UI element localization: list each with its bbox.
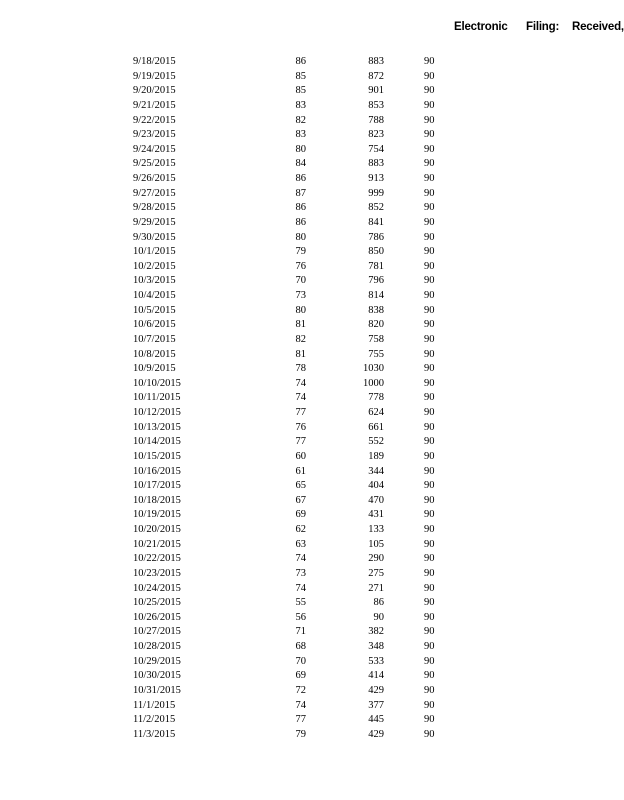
- value-a-cell: 86: [295, 56, 306, 67]
- date-cell: 10/4/2015: [133, 290, 176, 301]
- date-cell: 9/26/2015: [133, 173, 176, 184]
- table-row: [0, 567, 618, 582]
- value-a-cell: 76: [295, 260, 306, 272]
- value-a-cell: 55: [295, 597, 306, 609]
- value-b-cell: 913: [368, 173, 384, 184]
- value-b-cell: 778: [368, 392, 384, 404]
- value-c-cell: 90: [424, 304, 435, 316]
- value-b-cell: 377: [368, 699, 384, 711]
- value-a-cell: 60: [295, 450, 306, 462]
- table-row: [0, 304, 618, 319]
- date-cell: 9/24/2015: [133, 143, 176, 155]
- value-a-cell: 78: [295, 363, 306, 375]
- value-a-cell: 70: [295, 655, 306, 667]
- value-c-cell: 90: [424, 421, 435, 433]
- value-a-cell: 82: [295, 114, 306, 126]
- table-row: [0, 421, 618, 436]
- value-c-cell: 90: [424, 494, 435, 506]
- value-c-cell: 90: [424, 158, 435, 170]
- value-b-cell: 999: [368, 187, 384, 199]
- value-b-cell: 755: [368, 348, 384, 360]
- date-cell: 10/11/2015: [133, 392, 181, 404]
- date-cell: 10/18/2015: [133, 494, 181, 506]
- table-row: [0, 391, 618, 406]
- table-row: [0, 494, 618, 509]
- table-row: [0, 260, 618, 275]
- date-cell: 10/31/2015: [133, 684, 181, 696]
- table-row: [0, 538, 618, 553]
- date-cell: 10/3/2015: [133, 275, 176, 287]
- date-cell: 10/6/2015: [133, 319, 176, 331]
- date-cell: 10/1/2015: [133, 246, 176, 258]
- value-a-cell: 56: [295, 611, 306, 623]
- value-b-cell: 552: [368, 436, 384, 448]
- value-c-cell: 90: [424, 187, 435, 199]
- value-a-cell: 74: [295, 582, 306, 594]
- table-row: [0, 596, 618, 611]
- date-cell: 9/23/2015: [133, 129, 176, 141]
- value-a-cell: 74: [295, 699, 306, 711]
- table-row: [0, 640, 618, 655]
- value-a-cell: 83: [295, 99, 306, 111]
- value-c-cell: 90: [424, 611, 435, 623]
- value-c-cell: 90: [424, 319, 435, 331]
- table-row: [0, 245, 618, 260]
- value-c-cell: 90: [424, 582, 435, 594]
- table-row: [0, 435, 618, 450]
- value-b-cell: 470: [368, 494, 384, 506]
- value-b-cell: 445: [368, 714, 384, 726]
- value-b-cell: 429: [368, 728, 384, 740]
- date-cell: 10/8/2015: [133, 348, 176, 360]
- value-a-cell: 83: [295, 129, 306, 141]
- value-b-cell: 344: [368, 465, 384, 477]
- value-b-cell: 841: [368, 216, 384, 228]
- value-b-cell: 624: [368, 407, 384, 418]
- table-row: [0, 201, 618, 216]
- value-a-cell: 65: [295, 480, 306, 492]
- table-row: [0, 699, 618, 714]
- value-b-cell: 850: [368, 246, 384, 258]
- date-cell: 10/22/2015: [133, 553, 181, 565]
- date-cell: 10/26/2015: [133, 611, 181, 623]
- table-row: [0, 157, 618, 172]
- value-c-cell: 90: [424, 216, 435, 228]
- value-c-cell: 90: [424, 173, 435, 184]
- date-cell: 9/25/2015: [133, 158, 176, 170]
- table-row: [0, 231, 618, 246]
- value-b-cell: 823: [368, 129, 384, 141]
- value-b-cell: 290: [368, 553, 384, 565]
- value-c-cell: 90: [424, 363, 435, 375]
- date-cell: 11/3/2015: [133, 728, 176, 740]
- date-cell: 9/28/2015: [133, 202, 176, 214]
- table-row: [0, 172, 618, 187]
- value-c-cell: 90: [424, 129, 435, 141]
- value-b-cell: 533: [368, 655, 384, 667]
- table-row: [0, 289, 618, 304]
- value-c-cell: 90: [424, 231, 435, 243]
- value-c-cell: 90: [424, 450, 435, 462]
- value-c-cell: 90: [424, 480, 435, 492]
- value-a-cell: 67: [295, 494, 306, 506]
- date-cell: 9/21/2015: [133, 99, 176, 111]
- value-c-cell: 90: [424, 260, 435, 272]
- date-cell: 9/22/2015: [133, 114, 176, 126]
- table-row: [0, 70, 618, 85]
- value-c-cell: 90: [424, 85, 435, 97]
- date-cell: 10/15/2015: [133, 450, 181, 462]
- table-row: [0, 55, 618, 70]
- date-cell: 10/9/2015: [133, 363, 176, 375]
- value-b-cell: 786: [368, 231, 384, 243]
- value-a-cell: 73: [295, 567, 306, 579]
- date-cell: 10/29/2015: [133, 655, 181, 667]
- date-cell: 10/30/2015: [133, 670, 181, 682]
- value-c-cell: 90: [424, 377, 435, 389]
- date-cell: 9/20/2015: [133, 85, 176, 97]
- date-cell: 10/21/2015: [133, 538, 181, 550]
- value-a-cell: 63: [295, 538, 306, 550]
- value-c-cell: 90: [424, 407, 435, 418]
- value-a-cell: 80: [295, 304, 306, 316]
- value-a-cell: 85: [295, 85, 306, 97]
- date-cell: 11/1/2015: [133, 699, 176, 711]
- date-cell: 10/27/2015: [133, 626, 181, 638]
- value-c-cell: 90: [424, 99, 435, 111]
- table-row: [0, 508, 618, 523]
- value-a-cell: 82: [295, 333, 306, 345]
- value-b-cell: 271: [368, 582, 384, 594]
- value-a-cell: 77: [295, 436, 306, 448]
- value-b-cell: 814: [368, 290, 384, 301]
- table-row: [0, 713, 618, 728]
- date-cell: 9/30/2015: [133, 231, 176, 243]
- value-a-cell: 86: [295, 173, 306, 184]
- date-cell: 10/13/2015: [133, 421, 181, 433]
- value-b-cell: 431: [368, 509, 384, 521]
- table-row: [0, 728, 618, 743]
- date-cell: 9/18/2015: [133, 56, 176, 67]
- value-c-cell: 90: [424, 275, 435, 287]
- date-cell: 10/5/2015: [133, 304, 176, 316]
- value-b-cell: 86: [373, 597, 384, 609]
- date-cell: 10/25/2015: [133, 597, 181, 609]
- value-c-cell: 90: [424, 114, 435, 126]
- value-c-cell: 90: [424, 684, 435, 696]
- date-cell: 10/2/2015: [133, 260, 176, 272]
- value-c-cell: 90: [424, 290, 435, 301]
- table-row: [0, 611, 618, 626]
- value-b-cell: 758: [368, 333, 384, 345]
- value-c-cell: 90: [424, 246, 435, 258]
- table-row: [0, 582, 618, 597]
- value-a-cell: 61: [295, 465, 306, 477]
- value-b-cell: 404: [368, 480, 384, 492]
- value-a-cell: 73: [295, 290, 306, 301]
- value-a-cell: 69: [295, 670, 306, 682]
- table-row: [0, 406, 618, 421]
- value-c-cell: 90: [424, 524, 435, 535]
- value-a-cell: 70: [295, 275, 306, 287]
- value-a-cell: 74: [295, 377, 306, 389]
- date-cell: 10/24/2015: [133, 582, 181, 594]
- value-a-cell: 76: [295, 421, 306, 433]
- value-a-cell: 81: [295, 348, 306, 360]
- value-a-cell: 80: [295, 143, 306, 155]
- value-c-cell: 90: [424, 70, 435, 82]
- value-b-cell: 754: [368, 143, 384, 155]
- value-a-cell: 74: [295, 392, 306, 404]
- date-cell: 10/16/2015: [133, 465, 181, 477]
- value-c-cell: 90: [424, 202, 435, 214]
- value-c-cell: 90: [424, 143, 435, 155]
- value-b-cell: 90: [373, 611, 384, 623]
- table-row: [0, 84, 618, 99]
- table-row: [0, 669, 618, 684]
- table-row: [0, 655, 618, 670]
- value-b-cell: 872: [368, 70, 384, 82]
- value-b-cell: 661: [368, 421, 384, 433]
- table-row: [0, 114, 618, 129]
- date-cell: 9/27/2015: [133, 187, 176, 199]
- value-b-cell: 382: [368, 626, 384, 638]
- value-c-cell: 90: [424, 728, 435, 740]
- value-c-cell: 90: [424, 597, 435, 609]
- value-a-cell: 62: [295, 524, 306, 535]
- value-c-cell: 90: [424, 333, 435, 345]
- table-row: [0, 479, 618, 494]
- value-c-cell: 90: [424, 714, 435, 726]
- date-cell: 10/17/2015: [133, 480, 181, 492]
- value-b-cell: 796: [368, 275, 384, 287]
- value-c-cell: 90: [424, 641, 435, 652]
- value-b-cell: 414: [368, 670, 384, 682]
- value-b-cell: 853: [368, 99, 384, 111]
- table-row: [0, 625, 618, 640]
- value-a-cell: 72: [295, 684, 306, 696]
- table-row: [0, 348, 618, 363]
- value-c-cell: 90: [424, 436, 435, 448]
- value-c-cell: 90: [424, 465, 435, 477]
- filing-stamp-word-received: Received,: [572, 21, 624, 33]
- value-a-cell: 79: [295, 246, 306, 258]
- value-a-cell: 79: [295, 728, 306, 740]
- value-b-cell: 189: [368, 450, 384, 462]
- value-b-cell: 275: [368, 567, 384, 579]
- value-c-cell: 90: [424, 509, 435, 521]
- table-row: [0, 99, 618, 114]
- table-row: [0, 362, 618, 377]
- value-c-cell: 90: [424, 56, 435, 67]
- value-a-cell: 86: [295, 202, 306, 214]
- value-c-cell: 90: [424, 553, 435, 565]
- value-c-cell: 90: [424, 655, 435, 667]
- value-a-cell: 77: [295, 714, 306, 726]
- value-b-cell: 901: [368, 85, 384, 97]
- table-row: [0, 377, 618, 392]
- value-b-cell: 852: [368, 202, 384, 214]
- value-a-cell: 74: [295, 553, 306, 565]
- value-a-cell: 68: [295, 641, 306, 652]
- filing-stamp-word-electronic: Electronic: [454, 21, 508, 33]
- value-a-cell: 86: [295, 216, 306, 228]
- value-a-cell: 69: [295, 509, 306, 521]
- value-a-cell: 81: [295, 319, 306, 331]
- value-b-cell: 788: [368, 114, 384, 126]
- value-c-cell: 90: [424, 348, 435, 360]
- table-row: [0, 143, 618, 158]
- value-a-cell: 77: [295, 407, 306, 418]
- date-cell: 10/10/2015: [133, 377, 181, 389]
- value-a-cell: 71: [295, 626, 306, 638]
- value-c-cell: 90: [424, 699, 435, 711]
- value-c-cell: 90: [424, 567, 435, 579]
- value-b-cell: 105: [368, 538, 384, 550]
- value-c-cell: 90: [424, 670, 435, 682]
- date-cell: 10/28/2015: [133, 641, 181, 652]
- date-cell: 10/19/2015: [133, 509, 181, 521]
- date-cell: 10/14/2015: [133, 436, 181, 448]
- date-cell: 9/29/2015: [133, 216, 176, 228]
- date-cell: 10/23/2015: [133, 567, 181, 579]
- value-c-cell: 90: [424, 626, 435, 638]
- table-row: [0, 318, 618, 333]
- table-row: [0, 523, 618, 538]
- table-row: [0, 450, 618, 465]
- date-cell: 10/20/2015: [133, 524, 181, 535]
- table-row: [0, 216, 618, 231]
- date-cell: 9/19/2015: [133, 70, 176, 82]
- table-row: [0, 274, 618, 289]
- value-a-cell: 87: [295, 187, 306, 199]
- table-row: [0, 333, 618, 348]
- value-b-cell: 1000: [363, 377, 384, 389]
- value-a-cell: 80: [295, 231, 306, 243]
- value-a-cell: 85: [295, 70, 306, 82]
- value-c-cell: 90: [424, 392, 435, 404]
- value-b-cell: 348: [368, 641, 384, 652]
- value-b-cell: 133: [368, 524, 384, 535]
- table-row: [0, 552, 618, 567]
- value-b-cell: 883: [368, 158, 384, 170]
- data-table: [0, 55, 618, 742]
- value-c-cell: 90: [424, 538, 435, 550]
- value-b-cell: 820: [368, 319, 384, 331]
- filing-stamp-word-filing: Filing:: [526, 21, 560, 33]
- table-row: [0, 128, 618, 143]
- value-b-cell: 883: [368, 56, 384, 67]
- date-cell: 10/7/2015: [133, 333, 176, 345]
- value-b-cell: 838: [368, 304, 384, 316]
- value-a-cell: 84: [295, 158, 306, 170]
- value-b-cell: 429: [368, 684, 384, 696]
- date-cell: 10/12/2015: [133, 407, 181, 418]
- date-cell: 11/2/2015: [133, 714, 176, 726]
- table-row: [0, 684, 618, 699]
- value-b-cell: 781: [368, 260, 384, 272]
- table-row: [0, 187, 618, 202]
- table-row: [0, 465, 618, 480]
- value-b-cell: 1030: [363, 363, 384, 375]
